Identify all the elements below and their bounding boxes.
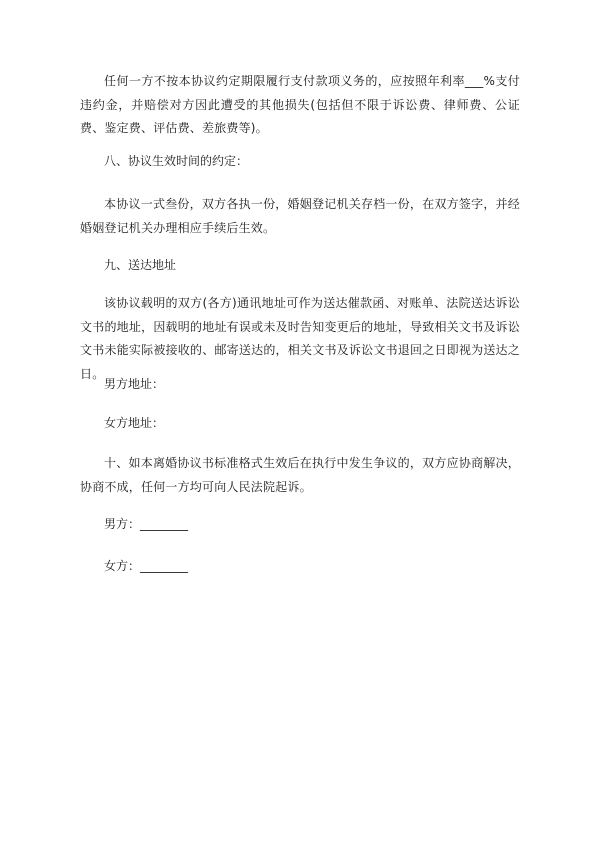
penalty-clause-paragraph: 任何一方不按本协议约定期限履行支付款项义务的，应按照年利率___%支付违约金，并赔偿对方因此遭受的其他损失(包括但不限于诉讼费、律师费、公证费、鉴定费、评估费、差旅费等)。 — [80, 74, 520, 135]
female-address-label: 女方地址： — [104, 416, 165, 430]
section-8-heading: 八、协议生效时间的约定： — [104, 154, 249, 168]
section-9-heading: 九、送达地址 — [104, 258, 177, 272]
section-10-paragraph: 十、如本离婚协议书标准格式生效后在执行中发生争议的，双方应协商解决，协商不成，任何一方均可向人民法院起诉。 — [80, 456, 520, 494]
section-9-paragraph: 该协议载明的双方(各方)通讯地址可作为送达催款函、对账单、法院送达诉讼文书的地址，因载明的地址有误或未及时告知变更后的地址，导致相关文书及诉讼文书未能实际被接收的、邮寄送达的，相关文书及诉讼文书退回之日即视为送达之日。 — [80, 296, 520, 381]
male-signature-line: 男方：________ — [104, 517, 189, 531]
female-signature-line: 女方：________ — [104, 559, 189, 573]
male-address-label: 男方地址： — [104, 377, 165, 391]
section-8-paragraph: 本协议一式叁份，双方各执一份，婚姻登记机关存档一份，在双方签字，并经婚姻登记机关办理相应手续后生效。 — [80, 197, 520, 235]
